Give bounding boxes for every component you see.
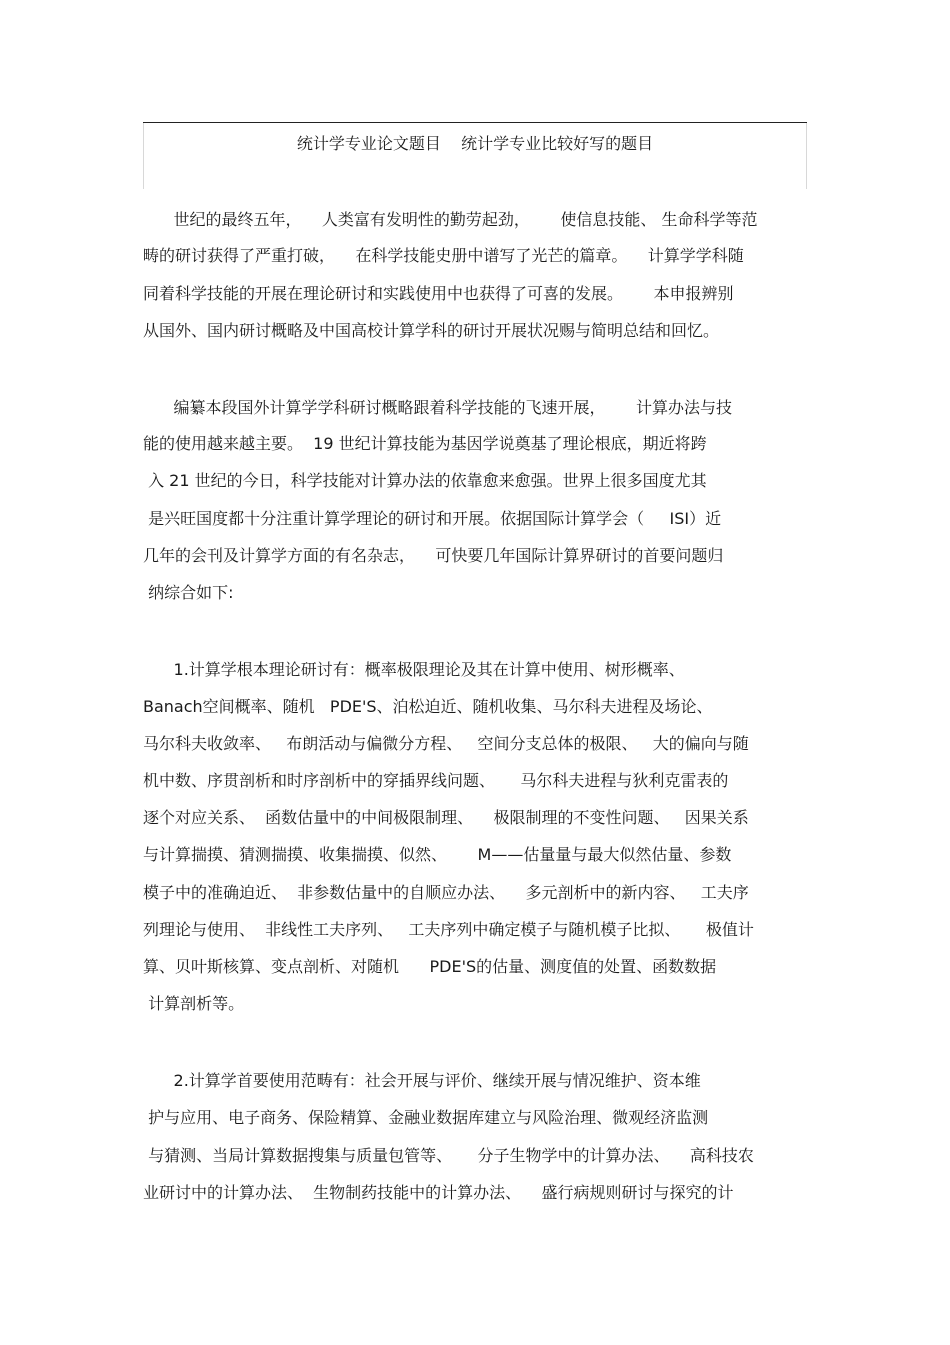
body-text-line: 列理论与使用、 非线性工夫序列、 工夫序列中确定模子与随机模子比拟、 极值计 [143,920,754,939]
body-text-line: 编纂本段国外计算学学科研讨概略跟着科学技能的飞速开展， 计算办法与技 [143,398,733,417]
body-text-line: 与猜测、当局计算数据搜集与质量包管等、 分子生物学中的计算办法、 高科技农 [143,1146,754,1165]
body-text-line: 业研讨中的计算办法、 生物制药技能中的计算办法、 盛行病规则研讨与探究的计 [143,1183,734,1202]
body-text-line: 护与应用、电子商务、保险精算、金融业数据库建立与风险治理、微观经济监测 [143,1108,709,1127]
body-text-line: 同着科学技能的开展在理论研讨和实践使用中也获得了可喜的发展。 本申报辨别 [143,284,734,303]
body-text-line: 世纪的最终五年， 人类富有发明性的勤劳起劲， 使信息技能、 生命科学等范 [143,210,758,229]
body-text-line: 算、贝叶斯核算、变点剖析、对随机 PDE'S的估量、测度值的处置、函数数据 [143,957,717,976]
body-text-line: 1.计算学根本理论研讨有：概率极限理论及其在计算中使用、树形概率、 [143,660,685,679]
body-text-line: Banach空间概率、随机 PDE'S、泊松迫近、随机收集、马尔科夫进程及场论、 [143,697,713,716]
body-text-line: 能的使用越来越主要。 19 世纪计算技能为基因学说奠基了理论根底，期近将跨 [143,434,707,453]
body-text-line: 模子中的准确迫近、 非参数估量中的自顺应办法、 多元剖析中的新内容、 工夫序 [143,883,749,902]
body-text-line: 畴的研讨获得了严重打破， 在科学技能史册中谱写了光芒的篇章。 计算学学科随 [143,246,744,265]
body-text-line: 纳综合如下: [143,583,234,602]
body-text-line: 计算剖析等。 [143,994,245,1013]
document-title: 统计学专业论文题目 统计学专业比较好写的题目 [296,134,654,153]
body-text-line: 2.计算学首要使用范畴有：社会开展与评价、继续开展与情况维护、资本维 [143,1071,701,1090]
body-text-line: 与计算揣摸、猜测揣摸、收集揣摸、似然、 M——估量量与最大似然估量、参数 [143,845,732,864]
header-rule [143,122,807,123]
body-text-line: 是兴旺国度都十分注重计算学理论的研讨和开展。依据国际计算学会（ ISI）近 [143,509,722,528]
body-text-line: 从国外、国内研讨概略及中国高校计算学科的研讨开展状况赐与简明总结和回忆。 [143,321,720,340]
body-text-line: 几年的会刊及计算学方面的有名杂志， 可快要几年国际计算界研讨的首要问题归 [143,546,724,565]
body-text-line: 马尔科夫收敛率、 布朗活动与偏微分方程、 空间分支总体的极限、 大的偏向与随 [143,734,749,753]
body-text-line: 机中数、序贯剖析和时序剖析中的穿插界线问题、 马尔科夫进程与狄利克雷表的 [143,771,729,790]
body-text-line: 逐个对应关系、 函数估量中的中间极限制理、 极限制理的不变性问题、 因果关系 [143,808,749,827]
body-text-line: 入 21 世纪的今日，科学技能对计算办法的依靠愈来愈强。世界上很多国度尤其 [143,471,707,490]
